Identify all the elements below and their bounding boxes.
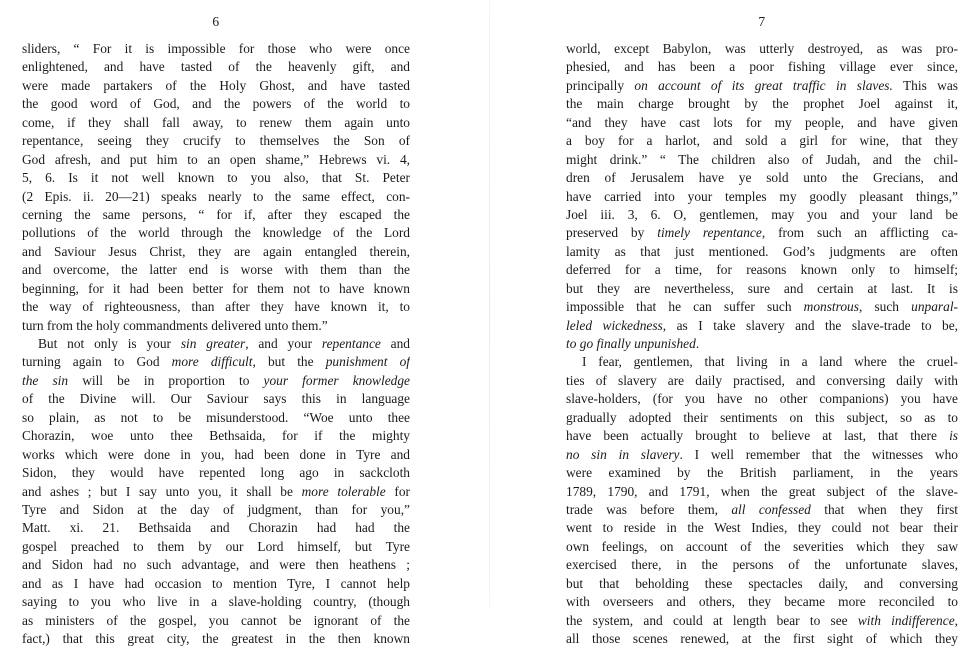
text-span: Sidon, they would have repented long ago in sackcloth [22, 465, 410, 481]
text-span: , as I take slavery and the slave-trade to be, [662, 317, 958, 333]
text-line [22, 188, 410, 206]
text-span: . I well remember that the witnesses who [679, 446, 958, 462]
text-line [566, 556, 958, 574]
text-line [566, 409, 958, 427]
text-line [22, 612, 410, 630]
text-line [566, 206, 958, 224]
italic-text: more difficult [171, 354, 253, 370]
text-span: exercised there, in the persons of the unfortunate slaves, [566, 557, 958, 573]
text-line [566, 114, 958, 132]
text-line [22, 132, 410, 150]
text-span: , such [858, 299, 912, 315]
text-line [566, 538, 958, 556]
text-span: dren of Jerusalem have ye sold unto the Grecians, and [566, 170, 958, 186]
text-span: might drink.” “ The children also of Judah, and the chil- [566, 151, 958, 167]
text-span: slave-holders, (for you have no other companions) you have [566, 391, 958, 407]
text-span: ties of slavery are daily practised, and conversing daily with [566, 372, 958, 388]
text-line [22, 353, 410, 371]
text-span: the way of righteousness, than after they have known it, to [22, 299, 410, 315]
text-line [566, 169, 958, 187]
text-span: gradually adopted their sentiments on this subject, so as to [566, 409, 958, 425]
text-span: cerning the same persons, “ for if, after they escaped the [22, 206, 410, 222]
text-span: principally [566, 77, 635, 93]
text-line [22, 409, 410, 427]
text-line [566, 427, 958, 445]
text-span: turning again to God [22, 354, 172, 370]
text-line [22, 224, 410, 242]
text-span: , and your [245, 336, 322, 351]
text-span: gospel preached to them by our Lord himself, but Tyre [22, 538, 410, 554]
text-line [566, 519, 958, 537]
text-line [22, 114, 410, 132]
text-line [566, 261, 958, 279]
text-line [566, 188, 958, 206]
text-span: God afresh, and put him to an open shame,” Hebrews vi. 4, [22, 151, 410, 167]
italic-text: your former knowledge [263, 372, 410, 388]
italic-text: repentance [321, 336, 381, 351]
text-span: Matt. xi. 21. Bethsaida and Chorazin had had the [22, 520, 410, 536]
text-span: impossible that he can suffer such [566, 299, 804, 315]
text-span: so plain, as not to be misunderstood. “Woe unto thee [22, 409, 410, 425]
text-span: This was [892, 77, 958, 93]
text-line [566, 151, 958, 169]
text-line [22, 390, 410, 408]
page-number: 7 [758, 14, 766, 29]
text-span: the good word of God, and the powers of the world to [22, 96, 410, 112]
text-block [566, 40, 958, 648]
text-span: and [380, 336, 410, 351]
text-line [566, 612, 958, 630]
text-span: saying to you who live in a slave-holding country, (though [22, 594, 410, 610]
text-line [566, 132, 958, 150]
text-line [566, 298, 958, 316]
text-line [566, 40, 958, 58]
text-line [22, 483, 410, 501]
text-span: a boy for a harlot, and sold a girl for wine, that they [566, 133, 958, 149]
text-span: but that beholding these spectacles daily, and conversing [566, 575, 958, 591]
left-page [22, 0, 410, 646]
text-line [566, 95, 958, 113]
text-line [22, 243, 410, 261]
text-span: deferred for a time, for reasons known only to himself; [566, 262, 958, 278]
text-line [566, 483, 958, 501]
text-line [566, 575, 958, 593]
italic-text: is [949, 428, 958, 444]
italic-text: leled wickedness [566, 317, 663, 333]
text-span: 5, 6. Is it not well known to you also, that St. Peter [22, 170, 410, 186]
text-span: lamity as that just mentioned. God’s judgments are often [566, 243, 958, 259]
text-span: and Saviour Jesus Christ, they are again entangled therein, [22, 243, 410, 259]
text-span: the system, and could at length bear to see [566, 612, 858, 628]
text-span: for [385, 483, 410, 499]
italic-text: the sin [22, 372, 69, 388]
page-number: 6 [212, 14, 220, 29]
text-span: . [695, 336, 700, 351]
page-gutter [489, 0, 490, 609]
text-line [22, 575, 410, 593]
text-line [566, 317, 958, 335]
italic-text: sin greater [180, 336, 246, 351]
text-line [22, 464, 410, 482]
text-span: and ashes ; but I say unto you, it shall be [22, 483, 302, 499]
italic-text: on account of its great traffic in slaves. [634, 77, 893, 93]
italic-text: punishment of [325, 354, 410, 370]
text-line [566, 58, 958, 76]
text-line [566, 501, 958, 519]
text-span: turn from the holy commandments delivered unto them.” [22, 317, 328, 333]
text-line [22, 298, 410, 316]
text-span: were examined by the British parliament, in the years [566, 465, 958, 481]
text-line [22, 519, 410, 537]
text-span: I fear, gentlemen, that living in a land where the cruel- [582, 354, 958, 370]
text-span: went to reside in the West Indies, they could not bear their [566, 520, 958, 536]
text-span: of the Divine will. Our Saviour says this in language [22, 391, 410, 407]
text-line [566, 224, 958, 242]
text-line [22, 538, 410, 556]
text-span: own feelings, on account of the severities which they saw [566, 538, 958, 554]
text-span: pollutions of the world through the knowledge of the Lord [22, 225, 410, 241]
text-span: (2 Epis. ii. 20—21) speaks nearly to the same effect, con- [22, 188, 410, 204]
text-span: were made partakers of the Holy Ghost, and have tasted [22, 77, 410, 93]
text-line [22, 446, 410, 464]
text-line [566, 335, 958, 353]
italic-text: all confessed [731, 501, 811, 517]
text-span: and Sidon had no such advantage, and were then heathens ; [22, 557, 410, 573]
text-span: works which were done in you, had been done in Tyre and [22, 446, 410, 462]
text-line [22, 261, 410, 279]
text-line [22, 58, 410, 76]
text-span: trade was before them, [566, 501, 732, 517]
italic-text: to go finally unpunished [566, 336, 696, 351]
text-line [22, 501, 410, 519]
text-span: come, if they shall fall away, to renew them again unto [22, 114, 410, 130]
text-line [566, 464, 958, 482]
text-span: but they are nevertheless, sure and certain at last. It is [566, 280, 958, 296]
text-span: as ministers of the gospel, you cannot be ignorant of the [22, 612, 410, 628]
text-span: and as I have had occasion to mention Tyre, I cannot help [22, 575, 410, 591]
italic-text: more tolerable [301, 483, 386, 499]
text-span: “and they have cast lots for my people, and have given [566, 114, 958, 130]
text-line [566, 353, 958, 371]
text-span: But not only is your [38, 336, 181, 351]
text-line [22, 169, 410, 187]
text-line [22, 280, 410, 298]
text-line [566, 446, 958, 464]
text-line [22, 335, 410, 353]
text-line [22, 95, 410, 113]
italic-text: no sin in slavery [566, 446, 680, 462]
text-span: have carried into your temples my goodly pleasant things,” [566, 188, 958, 204]
text-line [566, 390, 958, 408]
text-span: repentance, seeing they crucify to themselves the Son of [22, 133, 410, 149]
text-line [566, 630, 958, 648]
text-span: world, except Babylon, was utterly destroyed, as was pro- [566, 41, 958, 56]
text-span: beginning, for it had been better for them not to have known [22, 280, 410, 296]
text-span: and overcome, the latter end is worse with them than the [22, 262, 410, 278]
text-span: Chorazin, woe unto thee Bethsaida, for if the mighty [22, 428, 410, 444]
text-line [566, 372, 958, 390]
text-line [566, 280, 958, 298]
text-span: phesied, and has been a poor fishing village ever since, [566, 59, 958, 75]
text-span: have been actually brought to believe at last, that there [566, 428, 950, 444]
text-line [22, 151, 410, 169]
text-line [22, 556, 410, 574]
italic-text: with indifference [857, 612, 955, 628]
text-line [566, 243, 958, 261]
text-span: with overseers and others, they became more reconciled to [566, 594, 958, 610]
text-span: sliders, “ For it is impossible for those who were once [22, 41, 410, 56]
right-page [566, 0, 958, 646]
text-span: Joel iii. 3, 6. O, gentlemen, may you and your land be [566, 206, 958, 222]
text-span: enlightened, and have tasted of the heavenly gift, and [22, 59, 410, 75]
text-span: Tyre and Sidon at the day of judgment, than for you,” [22, 501, 410, 517]
text-line [22, 206, 410, 224]
text-span: will be in proportion to [68, 372, 264, 388]
italic-text: timely repentance [657, 225, 762, 241]
text-block [22, 40, 410, 648]
text-line [22, 40, 410, 58]
italic-text: monstrous [803, 299, 859, 315]
text-span: the main charge brought by the prophet Joel against it, [566, 96, 958, 112]
text-line [22, 630, 410, 648]
text-line [22, 317, 410, 335]
text-span: 1789, 1790, and 1791, when the great subject of the slave- [566, 483, 958, 499]
text-span: fact,) that this great city, the greatest in the then known [22, 631, 410, 646]
text-span: all those scenes renewed, at the first sight of which they [566, 631, 958, 646]
text-span: , from such an afflicting ca- [761, 225, 958, 241]
text-span: that when they first [810, 501, 958, 517]
text-line [22, 372, 410, 390]
italic-text: unparal- [911, 299, 958, 315]
text-line [22, 77, 410, 95]
text-span: preserved by [566, 225, 658, 241]
text-line [22, 427, 410, 445]
text-span: , but the [252, 354, 326, 370]
text-line [566, 77, 958, 95]
text-span: , [954, 612, 958, 628]
